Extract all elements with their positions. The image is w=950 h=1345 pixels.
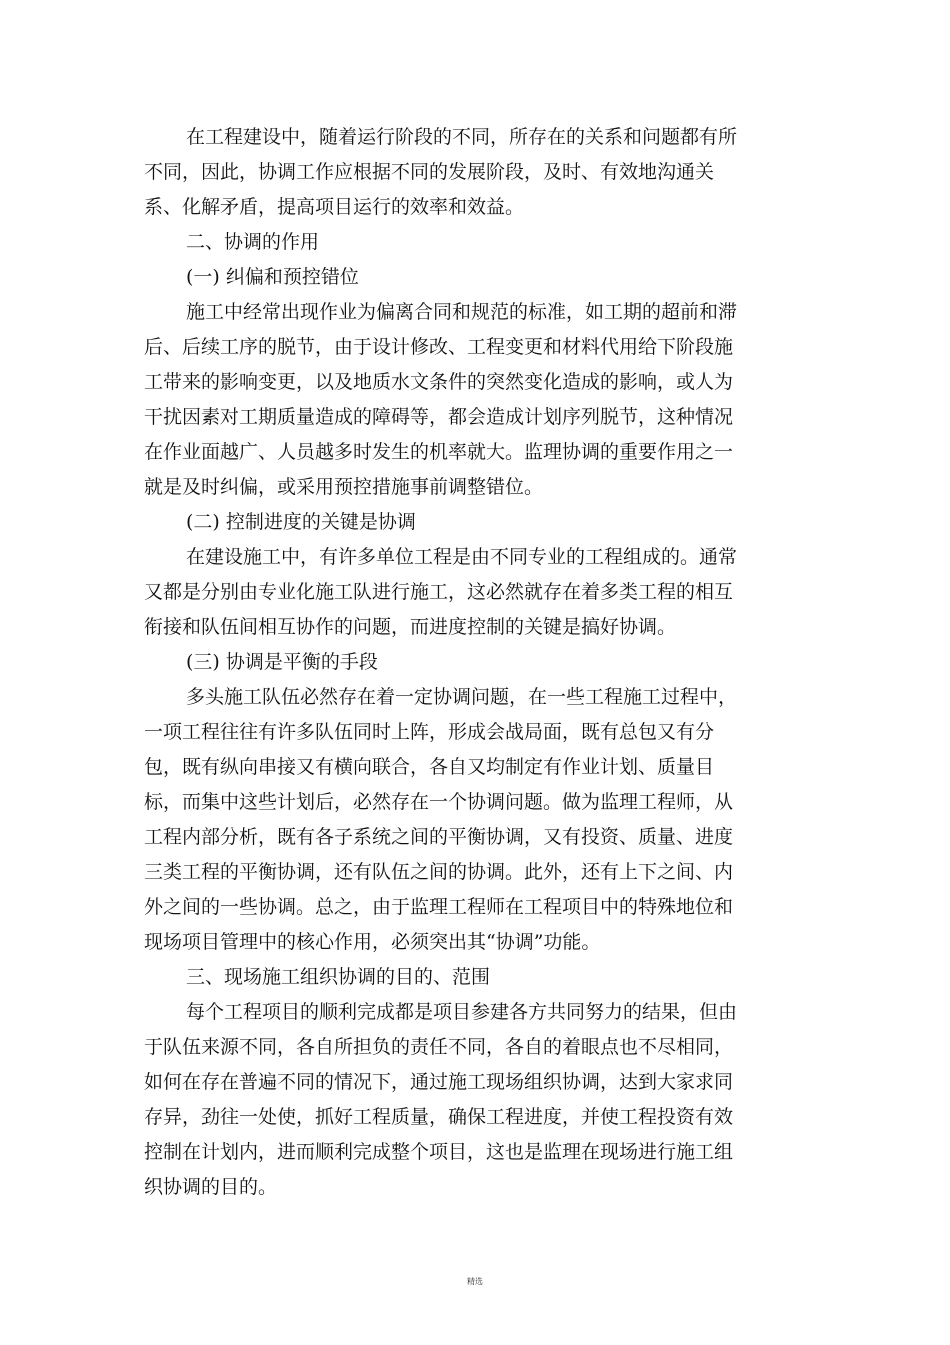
paragraph-line-indented: 在工程建设中，随着运行阶段的不同，所存在的关系和问题都有所 [186, 126, 738, 148]
paragraph-line-indented: (二) 控制进度的关键是协调 [186, 511, 416, 533]
paragraph-line: 织协调的目的。 [144, 1176, 278, 1198]
paragraph-line: 在作业面越广、人员越多时发生的机率就大。监理协调的重要作用之一 [144, 441, 734, 463]
document-body [144, 120, 744, 1205]
paragraph-line: 衔接和队伍间相互协作的问题，而进度控制的关键是搞好协调。 [144, 616, 677, 638]
paragraph-line-indented: 施工中经常出现作业为偏离合同和规范的标准，如工期的超前和滞 [186, 301, 738, 323]
paragraph-line: 干扰因素对工期质量造成的障碍等，都会造成计划序列脱节，这种情况 [144, 406, 734, 428]
paragraph-line-indented: (三) 协调是平衡的手段 [186, 651, 378, 673]
paragraph-line: 控制在计划内，进而顺利完成整个项目，这也是监理在现场进行施工组 [144, 1141, 734, 1163]
paragraph-line: 包，既有纵向串接又有横向联合，各自又均制定有作业计划、质量目 [144, 756, 715, 778]
paragraph-line-indented: 多头施工队伍必然存在着一定协调问题，在一些工程施工过程中， [186, 686, 738, 708]
paragraph-line: 存异，劲往一处使，抓好工程质量，确保工程进度，并使工程投资有效 [144, 1106, 734, 1128]
paragraph-line-indented: 三、现场施工组织协调的目的、范围 [186, 966, 491, 988]
paragraph-line: 后、后续工序的脱节，由于设计修改、工程变更和材料代用给下阶段施 [144, 336, 734, 358]
paragraph-line-indented: 在建设施工中，有许多单位工程是由不同专业的工程组成的。通常 [186, 546, 738, 568]
paragraph-line: 工程内部分析，既有各子系统之间的平衡协调，又有投资、质量、进度 [144, 826, 734, 848]
paragraph-line-indented: 每个工程项目的顺利完成都是项目参建各方共同努力的结果，但由 [186, 1001, 738, 1023]
paragraph-line: 又都是分别由专业化施工队进行施工，这必然就存在着多类工程的相互 [144, 581, 734, 603]
paragraph-line-indented: 二、协调的作用 [186, 231, 320, 253]
paragraph-line: 三类工程的平衡协调，还有队伍之间的协调。此外，还有上下之间、内 [144, 861, 734, 883]
paragraph-line: 就是及时纠偏，或采用预控措施事前调整错位。 [144, 476, 544, 498]
paragraph-line: 系、化解矛盾，提高项目运行的效率和效益。 [144, 196, 525, 218]
paragraph-line: 现场项目管理中的核心作用，必须突出其“协调”功能。 [144, 931, 601, 953]
paragraph-line: 于队伍来源不同，各自所担负的责任不同，各自的着眼点也不尽相同， [144, 1036, 734, 1058]
paragraph-line: 外之间的一些协调。总之，由于监理工程师在工程项目中的特殊地位和 [144, 896, 734, 918]
paragraph-line: 如何在存在普遍不同的情况下，通过施工现场组织协调，达到大家求同 [144, 1071, 734, 1093]
paragraph-line: 一项工程往往有许多队伍同时上阵，形成会战局面，既有总包又有分 [144, 721, 715, 743]
paragraph-line: 标，而集中这些计划后，必然存在一个协调问题。做为监理工程师，从 [144, 791, 734, 813]
page-footer-label: 精选 [467, 1277, 483, 1286]
paragraph-line: 工带来的影响变更，以及地质水文条件的突然变化造成的影响，或人为 [144, 371, 734, 393]
paragraph-line-indented: (一) 纠偏和预控错位 [186, 266, 359, 288]
paragraph-line: 不同，因此，协调工作应根据不同的发展阶段，及时、有效地沟通关 [144, 161, 715, 183]
